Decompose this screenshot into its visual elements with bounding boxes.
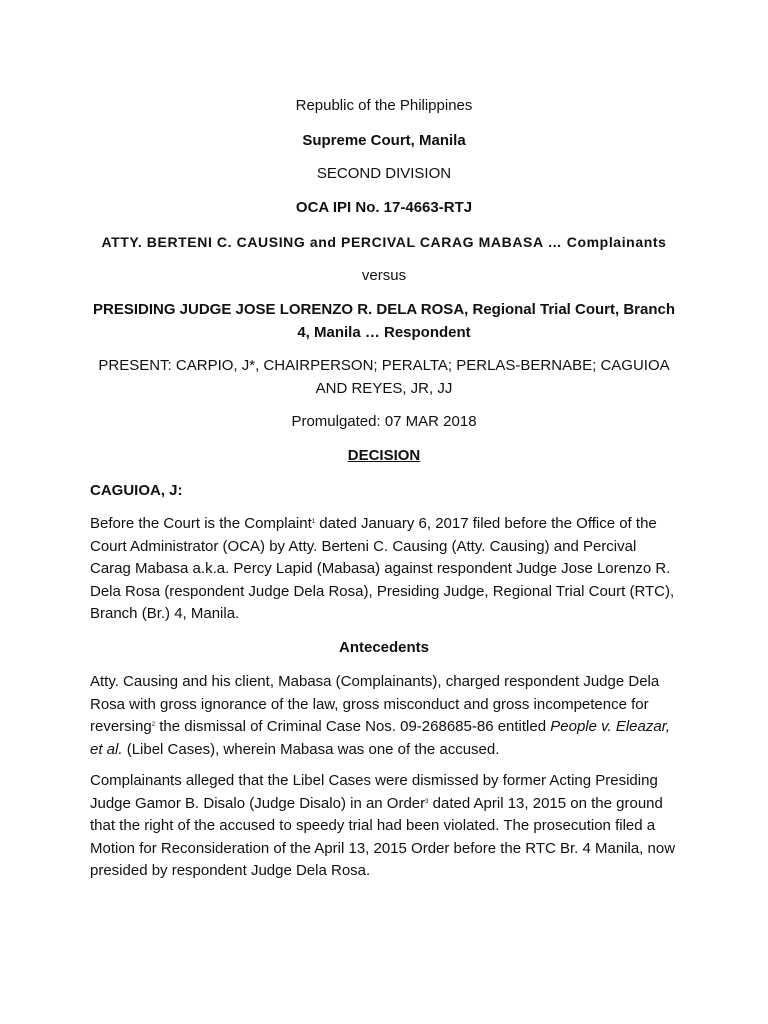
footnote-ref-2[interactable]: 2 (151, 722, 156, 728)
footnote-ref-1[interactable]: 1 (311, 519, 316, 525)
division-name: SECOND DIVISION (316, 165, 452, 182)
complainants-line: ATTY. BERTENI C. CAUSING and PERCIVAL CARAG MABASA … Complainants (101, 234, 667, 250)
antecedents-title: Antecedents (338, 639, 430, 656)
paragraph-1 (90, 513, 678, 626)
court-name: Supreme Court, Manila (302, 132, 466, 149)
case-title-italic: People v. Eleazar, et al. (90, 718, 671, 758)
paragraph-3 (90, 770, 678, 883)
decision-title: DECISION (347, 447, 421, 464)
respondent-line: PRESIDING JUDGE JOSE LORENZO R. DELA ROSA, Regional Trial Court, Branch 4, Manila … Respondent (92, 301, 676, 341)
paragraph-2-text-a: Atty. Causing and his client, Mabasa (Complainants), charged respondent Judge Dela Rosa with gross ignorance of the law, gross misconduct and gross incompetence for reversing (90, 673, 660, 735)
case-number: OCA IPI No. 17-4663-RTJ (295, 199, 473, 216)
paragraph-2-text-b: the dismissal of Criminal Case Nos. 09-268685-86 entitled (155, 718, 551, 735)
present-line: PRESENT: CARPIO, J*, CHAIRPERSON; PERALTA; PERLAS-BERNABE; CAGUIOA AND REYES, JR, JJ (98, 357, 670, 397)
promulgated-line: Promulgated: 07 MAR 2018 (291, 413, 477, 430)
ponente: CAGUIOA, J: (90, 482, 183, 499)
paragraph-1-text-a: Before the Court is the Complaint (90, 515, 312, 532)
paragraph-3-text-a: Complainants alleged that the Libel Cases were dismissed by former Acting Presiding Judge Gamor B. Disalo (Judge Disalo) in an Order (90, 772, 658, 812)
paragraph-3-text-b: dated April 13, 2015 on the ground that the right of the accused to speedy trial had been violated. The prosecution filed a Motion for Reconsideration of the April 13, 2015 Order before the RTC Br. 4 Manila, now presided by respondent Judge Dela Rosa. (90, 794, 676, 879)
republic-line: Republic of the Philippines (295, 97, 473, 114)
paragraph-2 (90, 671, 678, 761)
paragraph-1-text-b: dated January 6, 2017 filed before the Office of the Court Administrator (OCA) by Atty. Berteni C. Causing (Atty. Causing) and Percival Carag Mabasa a.k.a. Percy Lapid (Mabasa) against respondent Judge Jose Lorenzo R. Dela Rosa (respondent Judge Dela Rosa), Presiding Judge, Regional Trial Court (RTC), Branch (Br.) 4, Manila. (90, 515, 675, 622)
footnote-ref-3[interactable]: 3 (425, 798, 429, 805)
versus-line: versus (361, 267, 407, 284)
paragraph-2-text-c: (Libel Cases), wherein Mabasa was one of the accused. (122, 740, 500, 758)
